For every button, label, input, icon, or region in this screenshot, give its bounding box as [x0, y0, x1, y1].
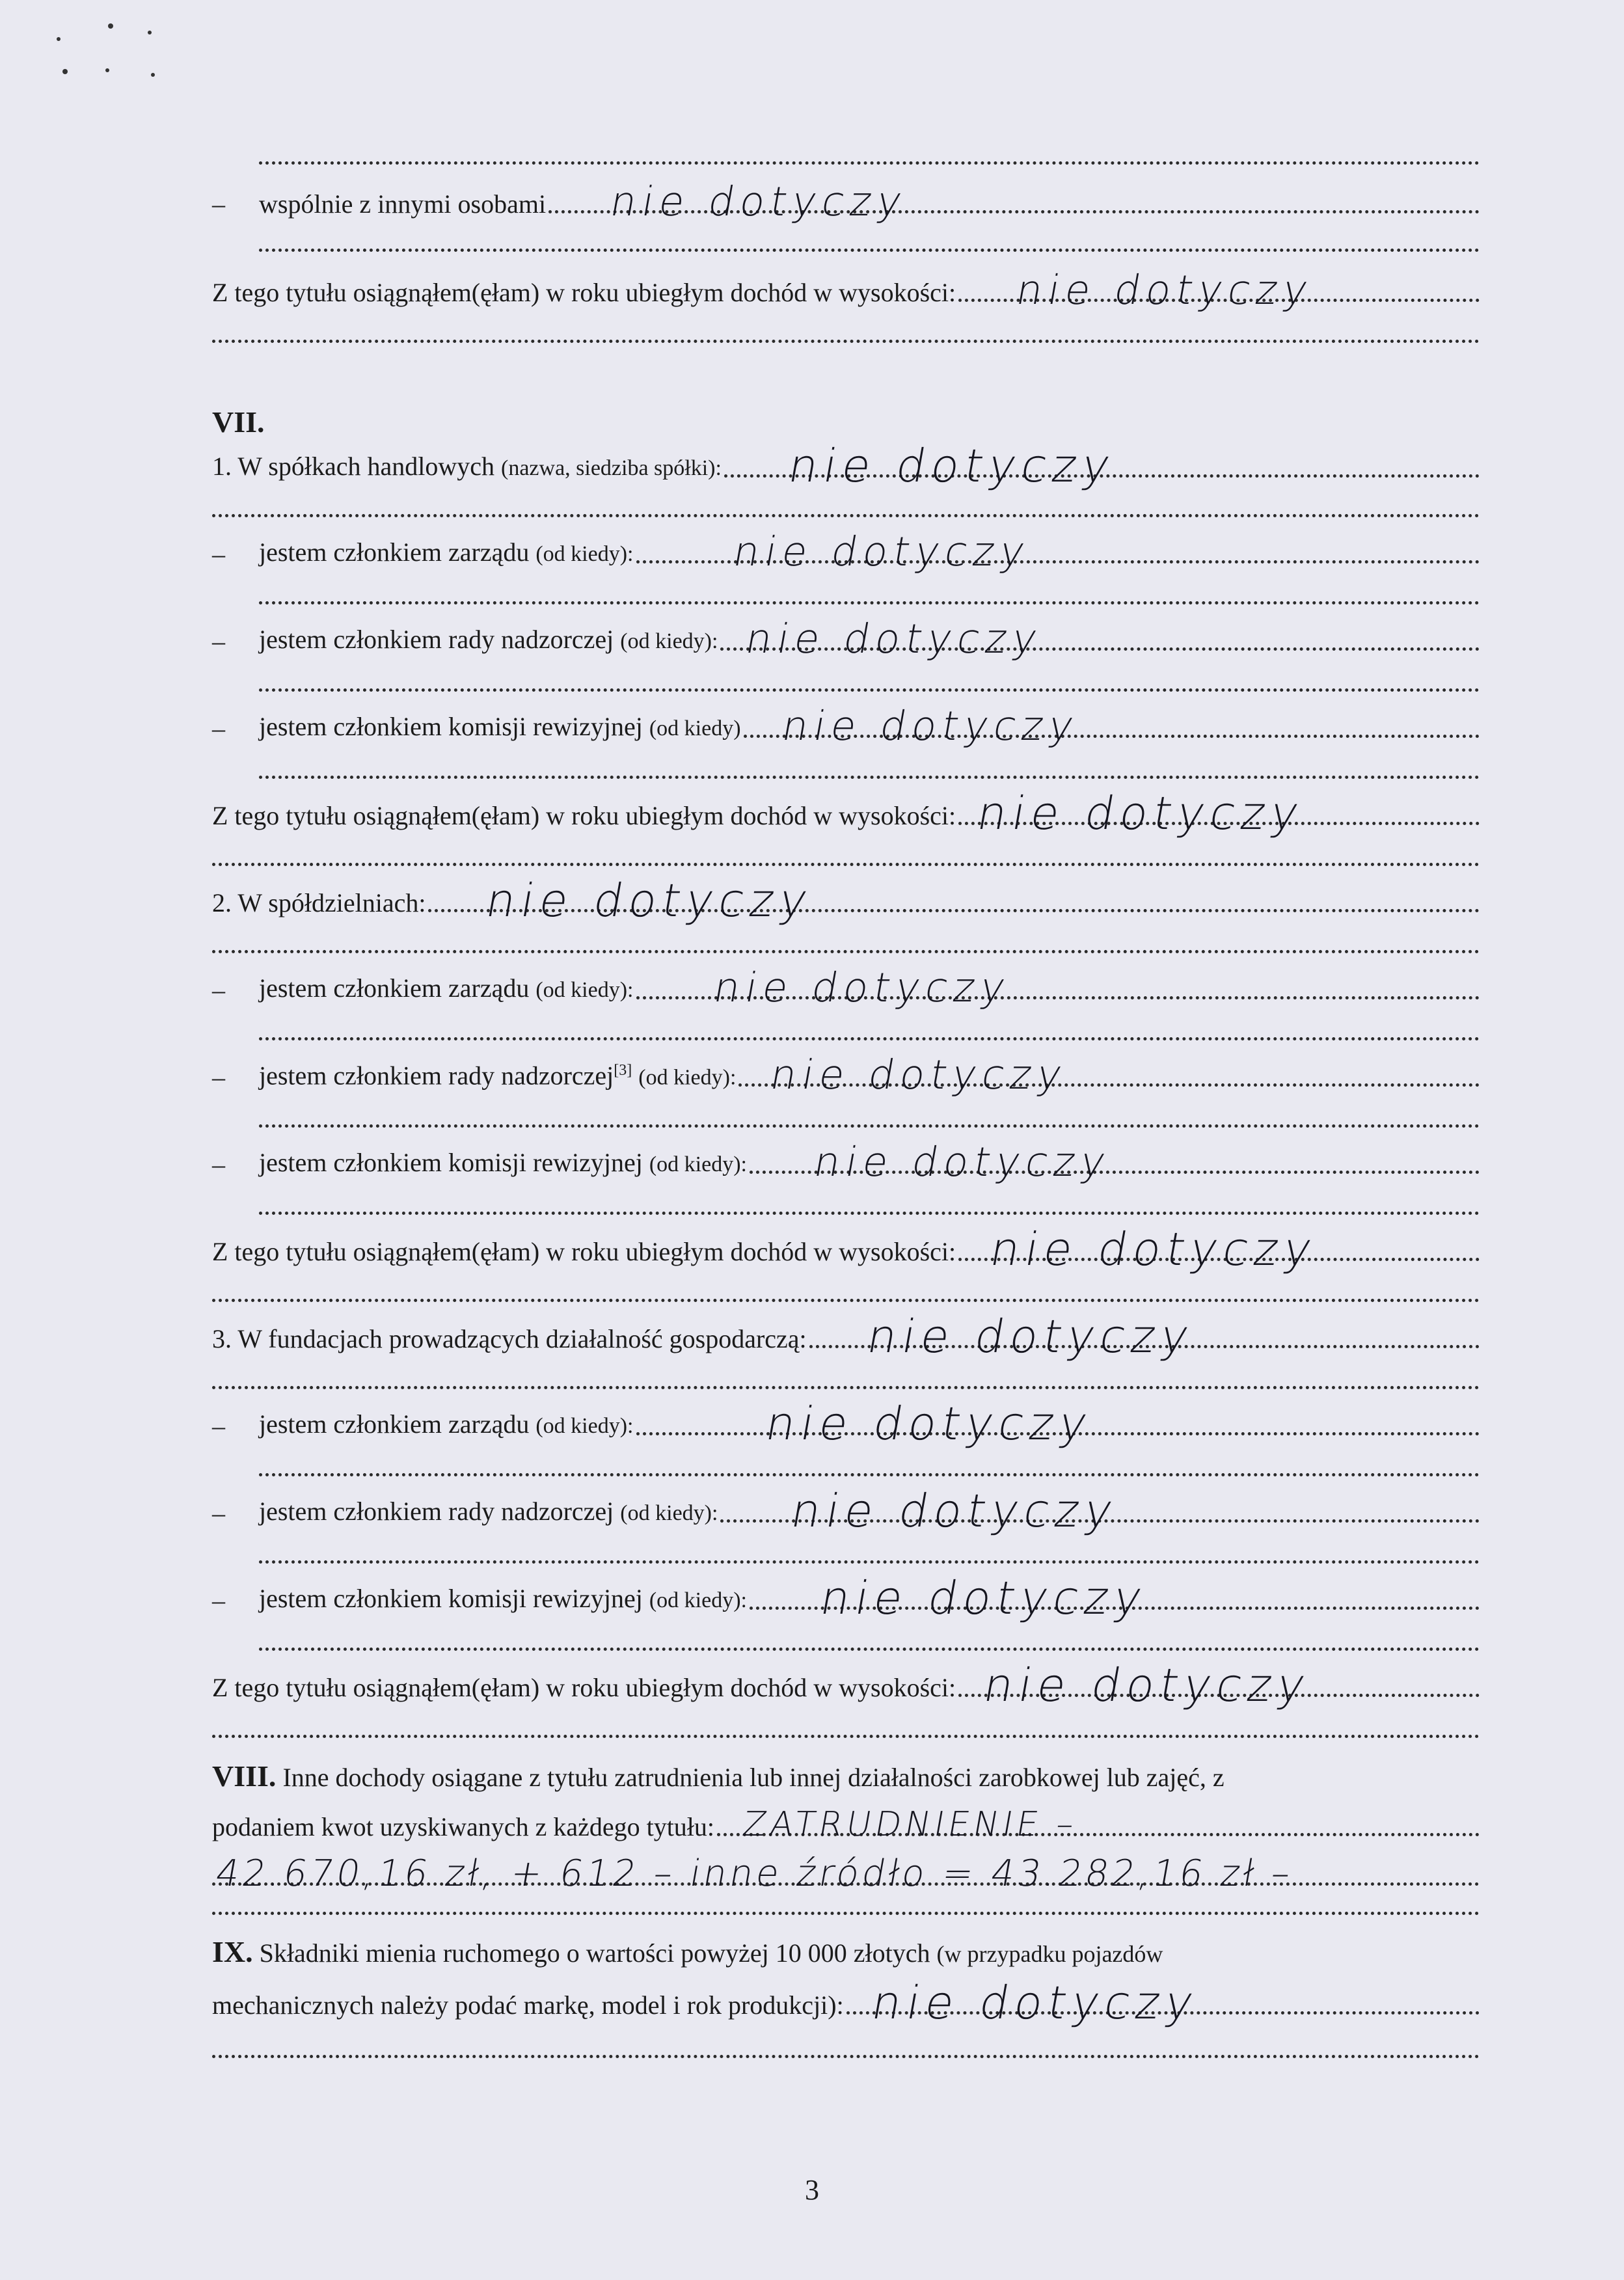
field-spoldzielnie: [428, 874, 1480, 927]
dash: –: [212, 1063, 225, 1092]
row-s1-komisja: [259, 698, 1480, 750]
label-rada: jestem członkiem rady nadzorczej: [259, 625, 614, 654]
ix-text: Składniki mienia ruchomego o wartości powyżej 10 000 złotych: [259, 1938, 930, 1968]
dotted-line: [212, 1728, 1480, 1738]
dotted-line: [259, 1641, 1480, 1651]
dash: –: [212, 1411, 225, 1441]
note-od-kiedy: (od kiedy):: [620, 1501, 718, 1525]
row-ix-mienie: [212, 1974, 1480, 2029]
field-s2-rada: [738, 1051, 1480, 1098]
label-wspolnie: wspólnie z innymi osobami: [259, 189, 547, 219]
dotted-line: [259, 242, 1480, 252]
label-komisja: jestem członkiem komisji rewizyjnej: [259, 1148, 643, 1177]
dotted-line: [212, 856, 1480, 866]
handwriting-answer: nie dotyczy: [867, 1976, 1203, 2029]
row-s1-dochod: [212, 785, 1480, 840]
row-fundacje: [212, 1308, 1480, 1363]
handwriting-answer: nie dotyczy: [778, 702, 1083, 750]
field-viii-amount: [212, 1853, 1480, 1895]
dash: –: [212, 714, 225, 743]
field-dochod: [958, 266, 1480, 314]
note-od-kiedy: (od kiedy):: [535, 542, 634, 566]
note-od-kiedy: (od kiedy):: [649, 1588, 747, 1612]
dash: –: [212, 189, 225, 219]
label-dochod: Z tego tytułu osiągnąłem(ęłam) w roku ubiegłym dochód w wysokości:: [212, 1237, 956, 1266]
note-od-kiedy: (od kiedy):: [535, 978, 634, 1002]
handwriting-answer: nie dotyczy: [767, 1051, 1072, 1098]
handwriting-amount: 42.670,16 zł, + 612 – inne źródło = 43.282,16 zł –: [212, 1853, 1297, 1895]
page-number: 3: [805, 2174, 819, 2206]
handwriting-answer: nie dotyczy: [710, 964, 1015, 1011]
row-s2-komisja: [259, 1133, 1480, 1186]
handwriting-answer: nie dotyczy: [986, 1223, 1322, 1276]
row-s1-zarzad: [259, 523, 1480, 575]
handwriting-answer: nie dotyczy: [1012, 266, 1318, 314]
dotted-line: [212, 333, 1480, 343]
row-wspolnie: [259, 173, 1480, 225]
row-viii-amount: [212, 1845, 1480, 1895]
row-spolki: [212, 437, 1480, 493]
dotted-line: [259, 769, 1480, 779]
handwriting-answer: nie dotyczy: [979, 1659, 1316, 1712]
label-zarzad: jestem członkiem zarządu: [259, 537, 530, 567]
label-zarzad: jestem członkiem zarządu: [259, 1409, 530, 1439]
row-spoldzielnie: [212, 872, 1480, 927]
handwriting-answer: nie dotyczy: [784, 439, 1120, 493]
dotted-line: [259, 155, 1480, 165]
dash: –: [212, 1586, 225, 1615]
handwriting-answer: nie dotyczy: [482, 874, 818, 927]
dotted-line: [212, 1905, 1480, 1915]
dotted-line: [212, 508, 1480, 517]
viii-text: Inne dochody osiągane z tytułu zatrudnienia lub innej działalności zarobkowej lub zajęć, z: [282, 1763, 1225, 1792]
label-zarzad: jestem członkiem zarządu: [259, 973, 530, 1003]
field-s3-rada: [720, 1484, 1480, 1538]
dotted-line: [259, 1467, 1480, 1476]
row-s2-rada: [259, 1046, 1480, 1098]
label-komisja: jestem członkiem komisji rewizyjnej: [259, 1584, 643, 1613]
field-s2-zarzad: [636, 964, 1480, 1011]
field-s1-rada: [720, 615, 1480, 662]
footnote-ref: [3]: [614, 1061, 632, 1079]
dash: –: [212, 539, 225, 569]
note-od-kiedy: (od kiedy): [649, 716, 741, 740]
row-s2-zarzad: [259, 959, 1480, 1011]
handwriting-answer: nie dotyczy: [729, 528, 1035, 575]
row-viii-kwoty: [212, 1796, 1480, 1843]
field-s1-dochod: [958, 787, 1480, 840]
row-s3-zarzad: [259, 1395, 1480, 1450]
label-dochod: Z tego tytułu osiągnąłem(ęłam) w roku ubiegłym dochód w wysokości:: [212, 801, 956, 830]
label-dochod: Z tego tytułu osiągnąłem(ęłam) w roku ubiegłym dochód w wysokości:: [212, 278, 956, 307]
note-od-kiedy: (od kiedy):: [535, 1414, 634, 1438]
field-s3-zarzad: [636, 1397, 1480, 1450]
handwriting-answer: nie dotyczy: [761, 1397, 1097, 1450]
field-spolki: [724, 439, 1480, 493]
field-wspolnie: [548, 178, 1480, 225]
row-s3-dochod: [212, 1657, 1480, 1712]
dotted-line: [259, 1118, 1480, 1128]
row-s2-dochod: [212, 1221, 1480, 1276]
field-s3-komisja: [750, 1571, 1480, 1625]
row-s3-rada: [259, 1482, 1480, 1538]
dash: –: [212, 1499, 225, 1528]
dash: –: [212, 975, 225, 1005]
note-od-kiedy: (od kiedy):: [649, 1152, 747, 1176]
note-od-kiedy: (od kiedy):: [620, 629, 718, 653]
field-s2-dochod: [958, 1223, 1480, 1276]
label-komisja: jestem członkiem komisji rewizyjnej: [259, 712, 643, 741]
label-rada: jestem członkiem rady nadzorczej: [259, 1497, 614, 1526]
note-od-kiedy: (od kiedy):: [638, 1065, 737, 1089]
dotted-line: [259, 682, 1480, 692]
dash: –: [212, 1150, 225, 1179]
handwriting-answer: nie dotyczy: [810, 1138, 1115, 1186]
ix-note: (w przypadku pojazdów: [936, 1941, 1163, 1967]
field-s1-zarzad: [636, 528, 1480, 575]
dotted-line: [259, 1205, 1480, 1215]
label-spolki: 1. W spółkach handlowych: [212, 452, 495, 481]
handwriting-answer: nie dotyczy: [973, 787, 1309, 840]
label-rada: jestem członkiem rady nadzorczej: [259, 1061, 614, 1090]
label-dochod: Z tego tytułu osiągnąłem(ęłam) w roku ubiegłym dochód w wysokości:: [212, 1673, 956, 1702]
field-viii: [717, 1805, 1480, 1844]
dotted-line: [212, 2048, 1480, 2058]
section-heading-ix: IX.: [212, 1935, 253, 1968]
label-spoldzielnie: 2. W spółdzielniach:: [212, 888, 426, 917]
note-spolki: (nazwa, siedziba spółki):: [501, 456, 722, 480]
dash: –: [212, 627, 225, 656]
handwriting-answer: nie dotyczy: [606, 178, 912, 225]
dotted-line: [212, 1292, 1480, 1302]
row-s1-rada: [259, 610, 1480, 662]
row-s3-komisja: [259, 1569, 1480, 1625]
section-ix: [212, 1933, 1480, 1974]
handwriting-answer: nie dotyczy: [816, 1571, 1152, 1625]
handwriting-answer: nie dotyczy: [742, 615, 1047, 662]
field-s1-komisja: [744, 702, 1480, 750]
label-fundacje: 3. W fundacjach prowadzących działalność gospodarczą:: [212, 1324, 807, 1353]
dotted-line: [259, 1554, 1480, 1564]
dotted-line: [212, 943, 1480, 953]
section-viii: [212, 1757, 1480, 1797]
field-ix: [846, 1976, 1480, 2029]
row-dochod-prev: [212, 262, 1480, 314]
section-heading-vii: VII.: [212, 405, 265, 439]
field-fundacje: [809, 1310, 1480, 1363]
field-s2-komisja: [750, 1138, 1480, 1186]
section-heading-viii: VIII.: [212, 1759, 277, 1793]
viii-text-2: podaniem kwot uzyskiwanych z każdego tytułu:: [212, 1812, 715, 1841]
dotted-line: [259, 1031, 1480, 1040]
dotted-line: [212, 1379, 1480, 1389]
handwriting-answer: ZATRUDNIENIE –: [739, 1805, 1081, 1844]
scan-specks: [46, 13, 176, 78]
handwriting-answer: nie dotyczy: [787, 1484, 1123, 1538]
field-s3-dochod: [958, 1659, 1480, 1712]
ix-text-2: mechanicznych należy podać markę, model i rok produkcji):: [212, 1990, 844, 2020]
handwriting-answer: nie dotyczy: [863, 1310, 1198, 1363]
dotted-line: [259, 595, 1480, 604]
